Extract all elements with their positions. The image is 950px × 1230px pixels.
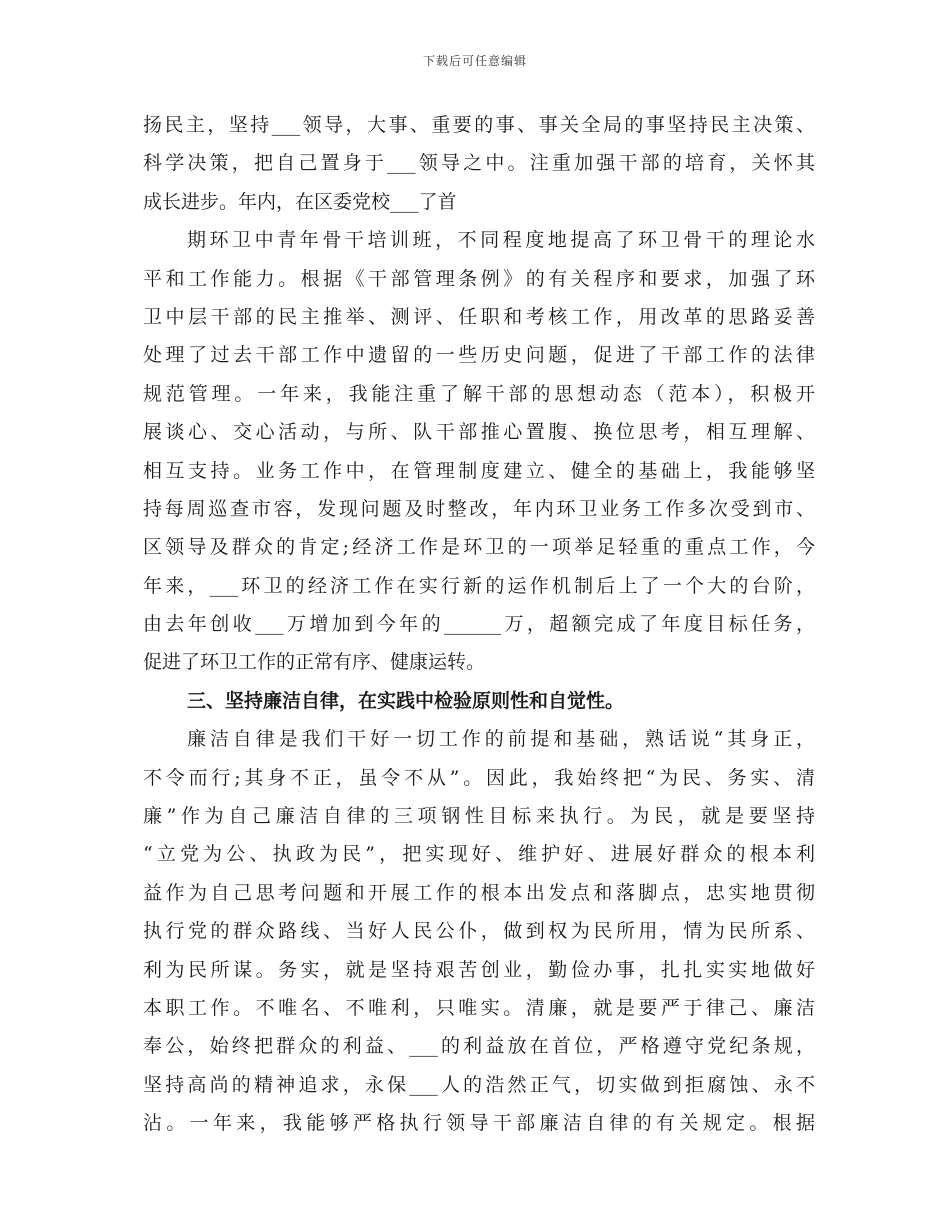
text-line: 促进了环卫工作的正常有序、健康运转。	[143, 651, 486, 674]
text-line: 区领导及群众的肯定;经济工作是环卫的一项举足轻重的重点工作，今	[143, 536, 815, 559]
text-line: 利为民所谋。务实，就是坚持艰苦创业，勤俭办事，扎扎实实地做好	[143, 958, 815, 981]
section-heading: 三、坚持廉洁自律，在实践中检验原则性和自觉性。	[187, 689, 625, 712]
document-body	[143, 106, 815, 1143]
text-line: 坚持高尚的精神追求，永保___人的浩然正气，切实做到拒腐蚀、永不	[143, 1073, 815, 1096]
text-line: 规范管理。一年来，我能注重了解干部的思想动态（范本），积极开	[143, 382, 815, 405]
text-line: 沾。一年来，我能够严格执行领导干部廉洁自律的有关规定。根据	[143, 1112, 815, 1135]
text-line: “立党为公、执政为民”，把实现好、维护好、进展好群众的根本利	[143, 843, 815, 866]
text-line: 展谈心、交心活动，与所、队干部推心置腹、换位思考，相互理解、	[143, 421, 815, 444]
page-header: 下载后可任意编辑	[422, 54, 527, 68]
text-line: 廉”作为自己廉洁自律的三项钢性目标来执行。为民，就是要坚持	[143, 805, 815, 828]
text-line: 科学决策，把自己置身于___领导之中。注重加强干部的培育，关怀其	[143, 152, 815, 175]
text-line: 相互支持。业务工作中，在管理制度建立、健全的基础上，我能够坚	[143, 459, 815, 482]
text-line: 扬民主，坚持___领导，大事、重要的事、事关全局的事坚持民主决策、	[143, 114, 815, 136]
text-line: 廉洁自律是我们干好一切工作的前提和基础，熟话说“其身正，	[187, 728, 815, 751]
text-line: 期环卫中青年骨干培训班，不同程度地提高了环卫骨干的理论水	[187, 229, 815, 252]
text-line: 不令而行;其身不正，虽令不从”。因此，我始终把“为民、务实、清	[143, 766, 815, 789]
text-line: 本职工作。不唯名、不唯利，只唯实。清廉，就是要严于律己、廉洁	[143, 996, 815, 1019]
text-line: 平和工作能力。根据《干部管理条例》的有关程序和要求，加强了环	[143, 267, 815, 290]
text-line: 奉公，始终把群众的利益、___的利益放在首位，严格遵守党纪条规，	[143, 1035, 815, 1058]
text-line: 成长进步。年内，在区委党校___了首	[143, 190, 457, 213]
text-line: 卫中层干部的民主推举、测评、任职和考核工作，用改革的思路妥善	[143, 305, 815, 328]
text-line: 由去年创收___万增加到今年的______万，超额完成了年度目标任务，	[143, 613, 815, 636]
text-line: 年来，___环卫的经济工作在实行新的运作机制后上了一个大的台阶，	[143, 574, 815, 597]
text-line: 执行党的群众路线、当好人民公仆，做到权为民所用，情为民所系、	[143, 920, 815, 943]
text-line: 益作为自己思考问题和开展工作的根本出发点和落脚点，忠实地贯彻	[143, 881, 815, 904]
text-line: 持每周巡查市容，发现问题及时整改，年内环卫业务工作多次受到市、	[143, 497, 815, 520]
text-line: 处理了过去干部工作中遗留的一些历史问题，促进了干部工作的法律	[143, 344, 815, 367]
